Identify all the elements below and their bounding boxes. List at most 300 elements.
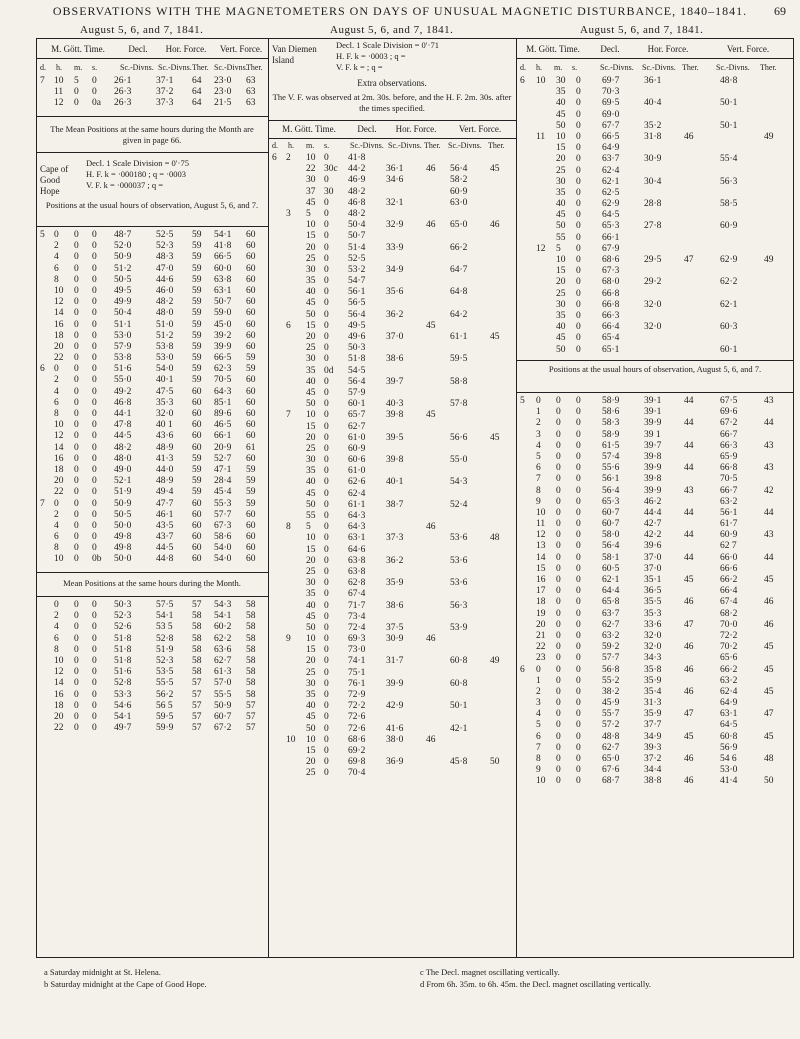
table-cell: 6 (536, 463, 541, 474)
table-cell: 72·4 (348, 622, 366, 633)
table-cell: 46 (426, 220, 436, 231)
table-cell: 39·5 (386, 432, 404, 443)
table-cell: 8 (54, 274, 59, 285)
table-cell: 56·3 (450, 600, 468, 611)
table-cell: 39·9 (214, 341, 232, 352)
mid-head-decl: Decl. (357, 124, 377, 134)
table-row (272, 690, 516, 701)
table-cell: 56·1 (602, 474, 620, 485)
table-cell: 15 (306, 745, 316, 756)
table-cell: 10 (54, 655, 64, 666)
table-cell: 72·6 (348, 723, 366, 734)
table-cell: 63·7 (602, 608, 620, 619)
table-cell: 0 (54, 230, 59, 240)
table-cell: 25 (556, 288, 566, 299)
table-cell: 35·5 (644, 597, 662, 608)
table-cell: 58 (246, 667, 256, 678)
table-cell: 32·0 (156, 409, 174, 419)
table-cell: 9 (536, 765, 541, 776)
table-cell: 10 (54, 285, 64, 296)
table-cell: 62·6 (348, 477, 366, 488)
table-cell: 0 (74, 353, 79, 364)
table-cell: 60 (246, 543, 256, 554)
table-cell: 38·8 (644, 776, 662, 787)
table-cell: 67·2 (214, 723, 232, 734)
table-cell: 60 (192, 442, 202, 453)
table-cell: 60·9 (720, 530, 738, 541)
table-cell: 44 (764, 507, 774, 518)
table-cell: 0 (92, 308, 97, 319)
table-cell: 60 (246, 241, 256, 252)
table-cell: 0 (324, 723, 329, 734)
table-cell: 0 (74, 230, 79, 240)
table-cell: 0 (576, 496, 581, 507)
table-row (272, 645, 516, 656)
table-cell: 40 (306, 287, 316, 298)
table-cell: 0 (74, 667, 79, 678)
vd-scale: Decl. 1 Scale Division = 0′·71 H. F. k = ·0003 ; q = V. F. k = ; q = (336, 40, 439, 72)
table-cell: 40 (556, 98, 566, 109)
table-row (520, 653, 792, 664)
table-cell: 0 (92, 509, 97, 520)
table-cell: 49 (764, 255, 774, 265)
table-cell: 60 (246, 420, 256, 431)
table-cell: 47·1 (214, 464, 232, 475)
table-cell: 0 (324, 745, 329, 756)
table-cell: 69·5 (602, 98, 620, 109)
table-cell: 36·5 (644, 586, 662, 597)
table-cell: 0 (576, 131, 581, 142)
table-cell: 46·1 (156, 509, 174, 520)
table-cell: 60 (246, 509, 256, 520)
table-cell: 57 (192, 678, 202, 689)
table-cell: 64·5 (720, 720, 738, 731)
table-cell: 59 (192, 453, 202, 464)
table-cell: 0 (556, 530, 561, 541)
table-cell: 0 (92, 644, 97, 655)
table-row (520, 687, 792, 698)
table-cell: 51·8 (114, 655, 132, 666)
table-cell: 64·9 (720, 698, 738, 709)
table-row (40, 678, 268, 689)
table-cell: 72·2 (720, 630, 738, 641)
table-cell: 8 (54, 644, 59, 655)
table-cell: 26·3 (114, 98, 132, 109)
table-cell: 26·1 (114, 76, 132, 86)
table-cell: 66·3 (602, 310, 620, 321)
table-cell: 14 (54, 678, 64, 689)
table-cell: 52·8 (156, 633, 174, 644)
table-cell: 0 (74, 453, 79, 464)
table-cell: 0 (576, 333, 581, 344)
table-cell: 46 (426, 634, 436, 645)
table-cell: 62·1 (720, 299, 738, 310)
table-cell: 4 (54, 622, 59, 633)
table-cell: 55·6 (602, 463, 620, 474)
table-cell: 0 (74, 397, 79, 408)
table-cell: 55·3 (214, 498, 232, 509)
table-cell: 10 (54, 554, 64, 565)
table-row (520, 720, 792, 731)
table-cell: 0 (576, 754, 581, 764)
table-cell: 59 (192, 464, 202, 475)
table-cell: 41·8 (214, 241, 232, 252)
table-row (40, 476, 268, 487)
table-cell: 57 (246, 723, 256, 734)
table-cell: 5 (556, 243, 561, 254)
table-cell: 60 (246, 297, 256, 308)
table-row (520, 497, 792, 508)
left-top-rows (40, 76, 268, 110)
table-cell: 55 (306, 511, 316, 521)
table-cell: 39·8 (644, 451, 662, 462)
table-cell: 57·7 (602, 653, 620, 664)
table-row (520, 188, 792, 199)
table-cell: 0 (92, 600, 97, 610)
table-row (272, 522, 516, 533)
table-cell: 30 (324, 186, 334, 197)
table-cell: 2 (54, 375, 59, 386)
table-cell: 45 (684, 575, 694, 585)
table-cell: 39·6 (644, 541, 662, 552)
table-cell: 60 (192, 386, 202, 397)
table-row (272, 589, 516, 600)
table-cell: 54 6 (720, 754, 737, 764)
table-cell: 61·0 (348, 432, 366, 443)
table-cell: 0 (92, 431, 97, 442)
table-cell: 35·4 (644, 686, 662, 697)
table-cell: 20 (54, 711, 64, 722)
table-cell: 46·0 (156, 285, 174, 296)
table-cell: 68·6 (348, 734, 366, 745)
table-cell: 0 (324, 611, 329, 622)
table-cell: 60 (246, 375, 256, 386)
table-cell: 60 (246, 554, 256, 565)
table-cell: 59 (192, 263, 202, 274)
table-cell: 63 (246, 98, 256, 109)
table-cell: 0 (74, 263, 79, 274)
table-cell: 64·2 (450, 309, 468, 320)
table-cell: 0 (556, 619, 561, 630)
table-cell: 64·9 (602, 143, 620, 154)
table-cell: 45 (306, 298, 316, 309)
table-cell: 32·1 (386, 197, 404, 208)
cape-scale: Decl. 1 Scale Division = 0′·75 H. F. k = ·000180 ; q = ·0003 V. F. k = ·000037 ; q = (86, 158, 189, 190)
table-cell: 0 (74, 364, 79, 375)
table-cell: 61·0 (348, 466, 366, 477)
table-row (40, 252, 268, 263)
table-row (520, 110, 792, 121)
table-cell: 62·4 (602, 165, 620, 176)
table-cell: 48·0 (114, 453, 132, 464)
table-cell: 40 (306, 600, 316, 611)
table-cell: 61 (246, 442, 256, 453)
table-row (40, 375, 268, 386)
table-cell: 40·4 (644, 98, 662, 109)
table-cell: 60·8 (720, 731, 738, 742)
table-cell: 66·4 (602, 322, 620, 333)
table-cell: 0 (576, 619, 581, 630)
table-cell: 23 (536, 653, 546, 664)
table-cell: 43 (684, 485, 694, 496)
table-cell: 45 (490, 432, 500, 443)
table-cell: 37·2 (644, 754, 662, 764)
table-cell: 43·5 (156, 520, 174, 531)
table-cell: 0 (92, 453, 97, 464)
table-cell: 0 (74, 386, 79, 397)
table-cell: 0 (324, 522, 329, 533)
table-cell: 62·7 (348, 421, 366, 432)
table-row (520, 430, 792, 441)
table-cell: 0 (74, 689, 79, 700)
table-row (520, 642, 792, 653)
table-cell: 0 (324, 443, 329, 454)
table-cell: 56·8 (602, 664, 620, 675)
table-cell: 69·6 (720, 407, 738, 418)
table-cell: 35·8 (644, 664, 662, 675)
table-cell: 60 (246, 397, 256, 408)
table-cell: 0 (324, 466, 329, 477)
table-cell: 58 (192, 611, 202, 622)
table-cell: 5 (520, 396, 525, 406)
table-cell: 0 (74, 498, 79, 509)
table-cell: 0 (92, 498, 97, 509)
table-cell: 0 (74, 622, 79, 633)
table-cell: 2 (536, 418, 541, 429)
table-cell: 63·2 (602, 630, 620, 641)
table-cell: 54·7 (348, 276, 366, 287)
table-row (272, 701, 516, 712)
table-cell: 0 (74, 611, 79, 622)
table-cell: 0 (576, 310, 581, 321)
table-cell: 51·8 (114, 644, 132, 655)
table-cell: 59 (192, 241, 202, 252)
table-cell: 0 (576, 463, 581, 474)
table-cell: 50 (556, 221, 566, 232)
table-cell: 35·9 (644, 709, 662, 720)
table-row (520, 199, 792, 210)
table-row (520, 620, 792, 631)
table-row (272, 332, 516, 343)
table-cell: 60·8 (450, 678, 468, 689)
table-cell: 60 (192, 431, 202, 442)
table-row (520, 609, 792, 620)
table-cell: 42 (764, 485, 774, 496)
table-row (40, 241, 268, 252)
table-cell: 10 (306, 410, 316, 421)
table-cell: 44·8 (156, 554, 174, 565)
table-cell: 0 (556, 731, 561, 742)
table-cell: 47 (684, 709, 694, 720)
table-cell: 0 (74, 308, 79, 319)
table-row (520, 98, 792, 109)
table-cell: 42·9 (386, 701, 404, 712)
table-cell: 58·1 (602, 552, 620, 563)
table-cell: 52·5 (348, 253, 366, 264)
table-cell: 0 (324, 690, 329, 700)
table-row (272, 164, 516, 175)
table-cell: 63·0 (450, 197, 468, 208)
table-cell: 0 (324, 589, 329, 600)
table-cell: 0 (324, 734, 329, 745)
table-cell: 58·9 (602, 429, 620, 440)
table-row (40, 465, 268, 476)
table-cell: 45 (490, 332, 500, 342)
table-cell: 0 (556, 776, 561, 787)
table-cell: 60 (192, 554, 202, 565)
table-cell: 0 (92, 622, 97, 633)
table-cell: 59 (192, 341, 202, 352)
table-row (40, 600, 268, 611)
table-row (520, 452, 792, 463)
left-head-time: M. Gött. Time. (51, 44, 105, 54)
table-cell: 0 (324, 499, 329, 510)
table-cell: 49·5 (114, 285, 132, 296)
table-cell: 20 (54, 341, 64, 352)
table-cell: 0 (556, 720, 561, 731)
table-cell: 57·0 (214, 678, 232, 689)
footnotes-right: c The Decl. magnet oscillating vertically. d From 6h. 35m. to 6h. 45m. the Decl. magnet oscillating vertically. (420, 967, 652, 989)
table-cell: 0 (324, 298, 329, 309)
table-row (520, 277, 792, 288)
left-head-hf: Hor. Force. (165, 44, 207, 54)
table-cell: 0 (92, 353, 97, 364)
table-cell: 60·1 (348, 399, 366, 410)
table-cell: 34·9 (644, 731, 662, 742)
table-row (40, 454, 268, 465)
table-cell: 52·7 (214, 453, 232, 464)
mid-dates: August 5, 6, and 7, 1841. (330, 24, 454, 36)
table-cell: 50·4 (348, 220, 366, 231)
table-cell: 38·6 (386, 354, 404, 365)
table-cell: 67·7 (602, 120, 620, 131)
table-cell: 60·6 (348, 455, 366, 466)
table-cell: 0 (324, 387, 329, 398)
table-cell: 44·1 (114, 409, 132, 419)
table-cell: 50 (306, 309, 316, 320)
table-row (520, 508, 792, 519)
table-cell: 10 (306, 533, 316, 544)
table-cell: 66·7 (720, 429, 738, 440)
table-cell: 0 (92, 667, 97, 678)
table-cell: 59 (192, 308, 202, 319)
table-cell: 3 (536, 698, 541, 709)
table-cell: 0 (576, 255, 581, 265)
table-cell: 0 (556, 507, 561, 518)
table-row (40, 510, 268, 521)
table-cell: 0 (556, 586, 561, 597)
table-row (40, 723, 268, 734)
table-cell: 52·4 (450, 499, 468, 510)
table-cell: 64·3 (348, 511, 366, 521)
page-title: OBSERVATIONS WITH THE MAGNETOMETERS ON DAYS OF UNUSUAL MAGNETIC DISTURBANCE, 1840–1841. (52, 4, 748, 18)
table-cell: 10 (306, 634, 316, 645)
table-cell: 0 (556, 563, 561, 574)
table-cell: 39·8 (386, 410, 404, 421)
table-row (520, 233, 792, 244)
table-cell: 60 (246, 453, 256, 464)
table-cell: 0 (324, 343, 329, 354)
table-cell: 0 (556, 396, 561, 406)
table-cell: 85·1 (214, 397, 232, 408)
table-cell: 37·1 (156, 76, 174, 86)
table-cell: 66·6 (720, 563, 738, 574)
table-cell: 35 (306, 466, 316, 477)
table-cell: 0 (92, 397, 97, 408)
table-cell: 60 (246, 341, 256, 352)
table-cell: 47 (684, 255, 694, 265)
table-cell: 56·1 (348, 287, 366, 298)
table-cell: 37·3 (386, 533, 404, 544)
table-row (40, 431, 268, 442)
table-cell: 0 (576, 653, 581, 664)
table-cell: 0 (324, 410, 329, 421)
table-cell: 33·6 (644, 619, 662, 630)
table-cell: 0 (324, 309, 329, 320)
table-cell: 36·9 (386, 757, 404, 768)
table-cell: 46 (684, 131, 694, 142)
table-cell: 63·7 (602, 154, 620, 165)
table-row (520, 541, 792, 552)
table-cell: 66·3 (720, 440, 738, 451)
table-cell: 44 (684, 507, 694, 518)
table-cell: 46 (490, 220, 500, 231)
table-cell: 0 (74, 700, 79, 711)
table-cell: 2 (54, 509, 59, 520)
table-cell: 44 (764, 418, 774, 429)
table-cell: 10 (54, 76, 64, 86)
table-cell: 9 (536, 496, 541, 507)
table-cell: 0 (74, 711, 79, 722)
table-cell: 66·7 (720, 485, 738, 496)
table-cell: 60 (246, 230, 256, 240)
table-row (520, 407, 792, 418)
table-cell: 0 (74, 600, 79, 610)
table-cell: 4 (54, 520, 59, 531)
table-cell: 0 (92, 655, 97, 666)
table-cell: 62·3 (214, 364, 232, 375)
table-row (40, 487, 268, 498)
table-cell: 48·0 (156, 308, 174, 319)
table-cell: 43 (764, 440, 774, 451)
table-cell: 0 (92, 476, 97, 487)
table-row (520, 166, 792, 177)
table-row (40, 499, 268, 510)
table-cell: 44 (684, 530, 694, 541)
table-cell: 61·3 (214, 667, 232, 678)
table-cell: 40 (306, 701, 316, 712)
table-cell: 47 (684, 619, 694, 630)
table-cell: 0 (92, 274, 97, 285)
mean-note: The Mean Positions at the same hours during the Month are given in page 66. (50, 124, 254, 145)
table-cell: 32·0 (644, 642, 662, 653)
table-cell: 67·4 (348, 589, 366, 600)
table-cell: 6 (54, 397, 59, 408)
table-cell: 46 (426, 522, 436, 533)
table-cell: 60 (246, 386, 256, 397)
table-cell: 15 (556, 266, 566, 277)
table-cell: 0 (324, 600, 329, 611)
table-cell: 0 (576, 698, 581, 709)
table-cell: 55·4 (720, 154, 738, 165)
table-cell: 0 (556, 474, 561, 485)
right-dates: August 5, 6, and 7, 1841. (580, 24, 704, 36)
table-cell: 54·0 (156, 364, 174, 375)
table-cell: 65·7 (348, 410, 366, 421)
table-cell: 44·5 (156, 543, 174, 554)
table-cell: 15 (556, 143, 566, 154)
table-cell: 0 (556, 698, 561, 709)
